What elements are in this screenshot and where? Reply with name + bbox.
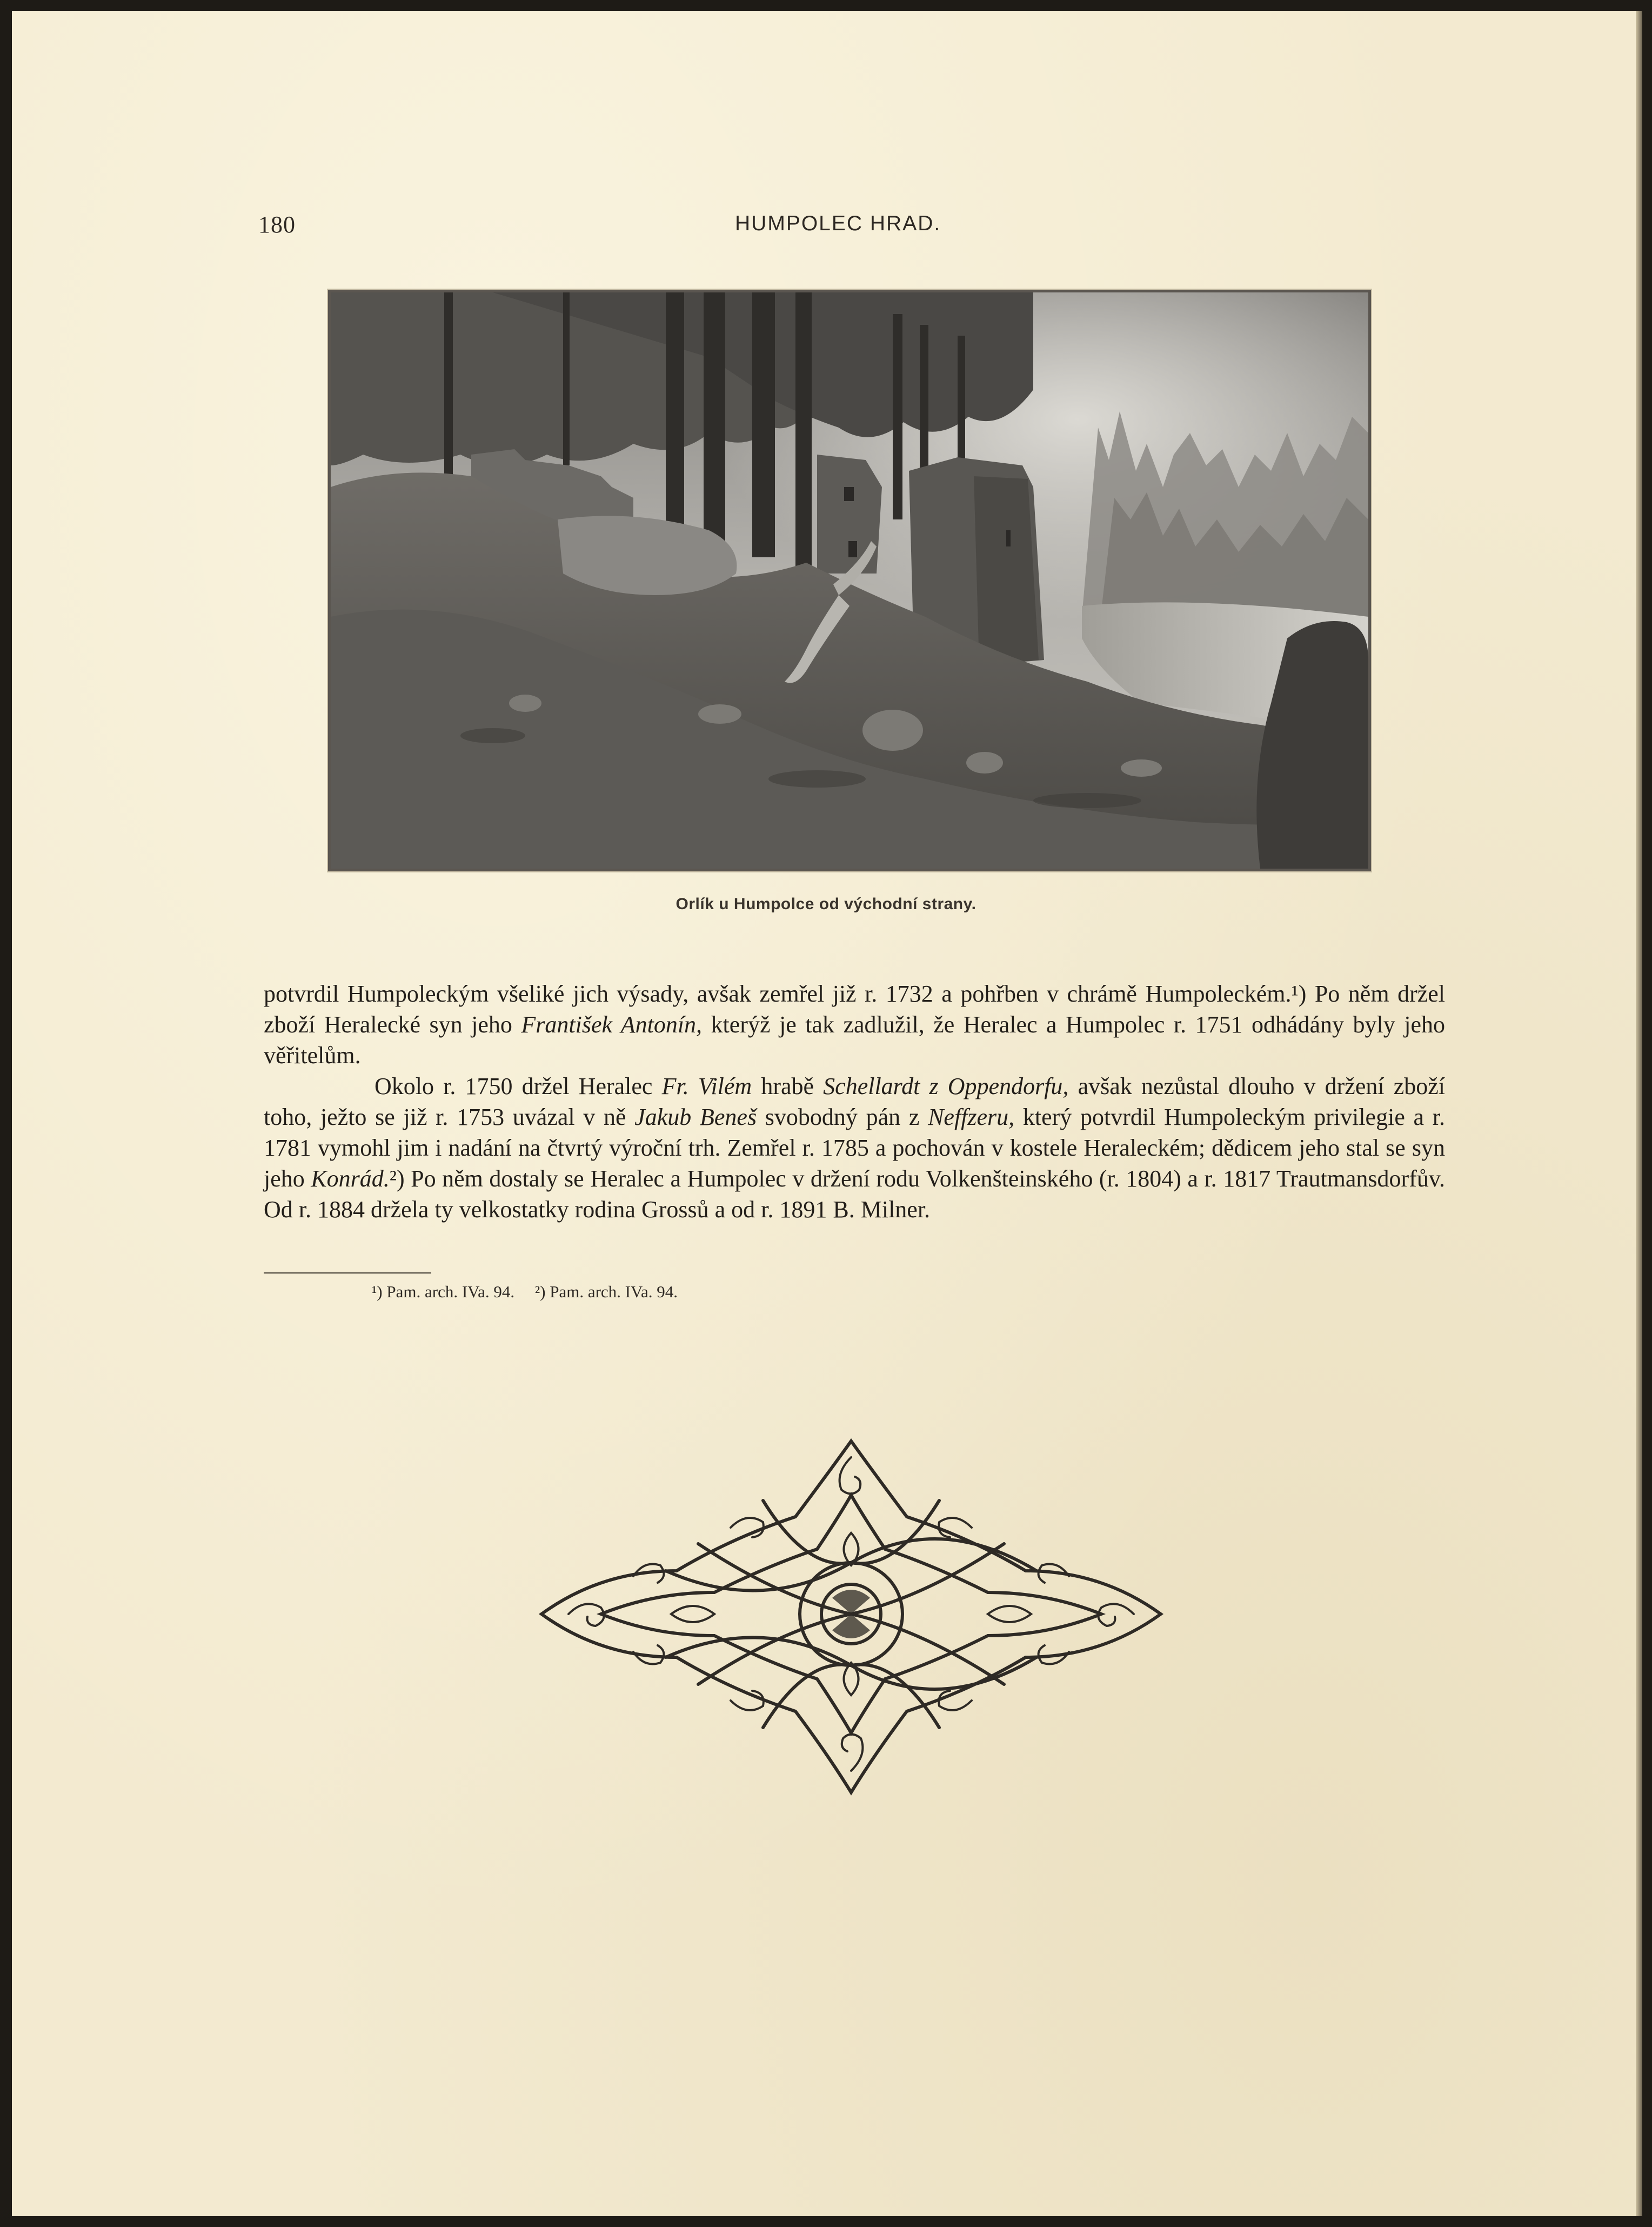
text-run: ²) Po něm dostaly se Heralec a Humpolec v držení rodu Volkenšteinského (r. 1804) a r. 1817 Trautmansdorfův. Od r. 1884 držela ty velkostatky rodina Grossů a od r. 1891 B. Milner. (264, 1165, 1445, 1223)
running-head (0, 211, 1652, 243)
person-name: Jakub Beneš (634, 1104, 757, 1130)
decorative-ornament (536, 1436, 1166, 1797)
person-name: František Antonín, (521, 1011, 703, 1038)
text-run: kterýž je tak zadlužil, že Heralec a Humpolec r. 1751 odhádány byly jeho věřitelům. (264, 1011, 1445, 1069)
footnote-rule (264, 1272, 431, 1273)
castle-ruin-illustration (331, 292, 1368, 869)
plate-caption: Orlík u Humpolce od východní strany. (675, 895, 977, 913)
scrollwork-ornament-icon (536, 1436, 1166, 1797)
text-run: potvrdil Humpoleckým všeliké jich výsady, avšak zemřel již r. 1732 a pohřben v chrámě Humpoleckém.¹) Po něm držel zboží Heralecké syn jeho (264, 981, 1445, 1038)
place-name: Neffzeru, (928, 1104, 1015, 1130)
person-name: Fr. Vilém (661, 1073, 752, 1099)
person-name: Schellardt z Oppendorfu, (823, 1073, 1069, 1099)
page-number: 180 (258, 211, 296, 238)
running-title: HUMPOLEC HRAD. (735, 212, 941, 235)
illustration-plate (328, 290, 1371, 871)
text-run: avšak nezůstal dlouho v držení zboží toho, ježto se již r. 1753 uvázal v ně (264, 1073, 1445, 1130)
text-run: který potvrdil Humpoleckým privilegie a r. 1781 vymohl jim i nadání na čtvrtý výroční trh. Zemřel r. 1785 a pochován v kostele Heraleckém; dědicem jeho stal se syn jeho (264, 1104, 1446, 1192)
text-run: hrabě (752, 1073, 824, 1099)
page-edge (1636, 11, 1642, 2216)
footnotes (372, 1282, 678, 1302)
footnote-1: ¹) Pam. arch. IVa. 94. (372, 1282, 515, 1301)
text-run: svobodný pán z (757, 1104, 928, 1130)
text-run: Okolo r. 1750 držel Heralec (374, 1073, 662, 1099)
footnote-2: ²) Pam. arch. IVa. 94. (534, 1282, 678, 1301)
person-name: Konrád. (311, 1165, 390, 1192)
body-text (264, 978, 1445, 1225)
paragraph-2 (264, 1071, 1445, 1225)
paragraph-1 (264, 978, 1445, 1071)
